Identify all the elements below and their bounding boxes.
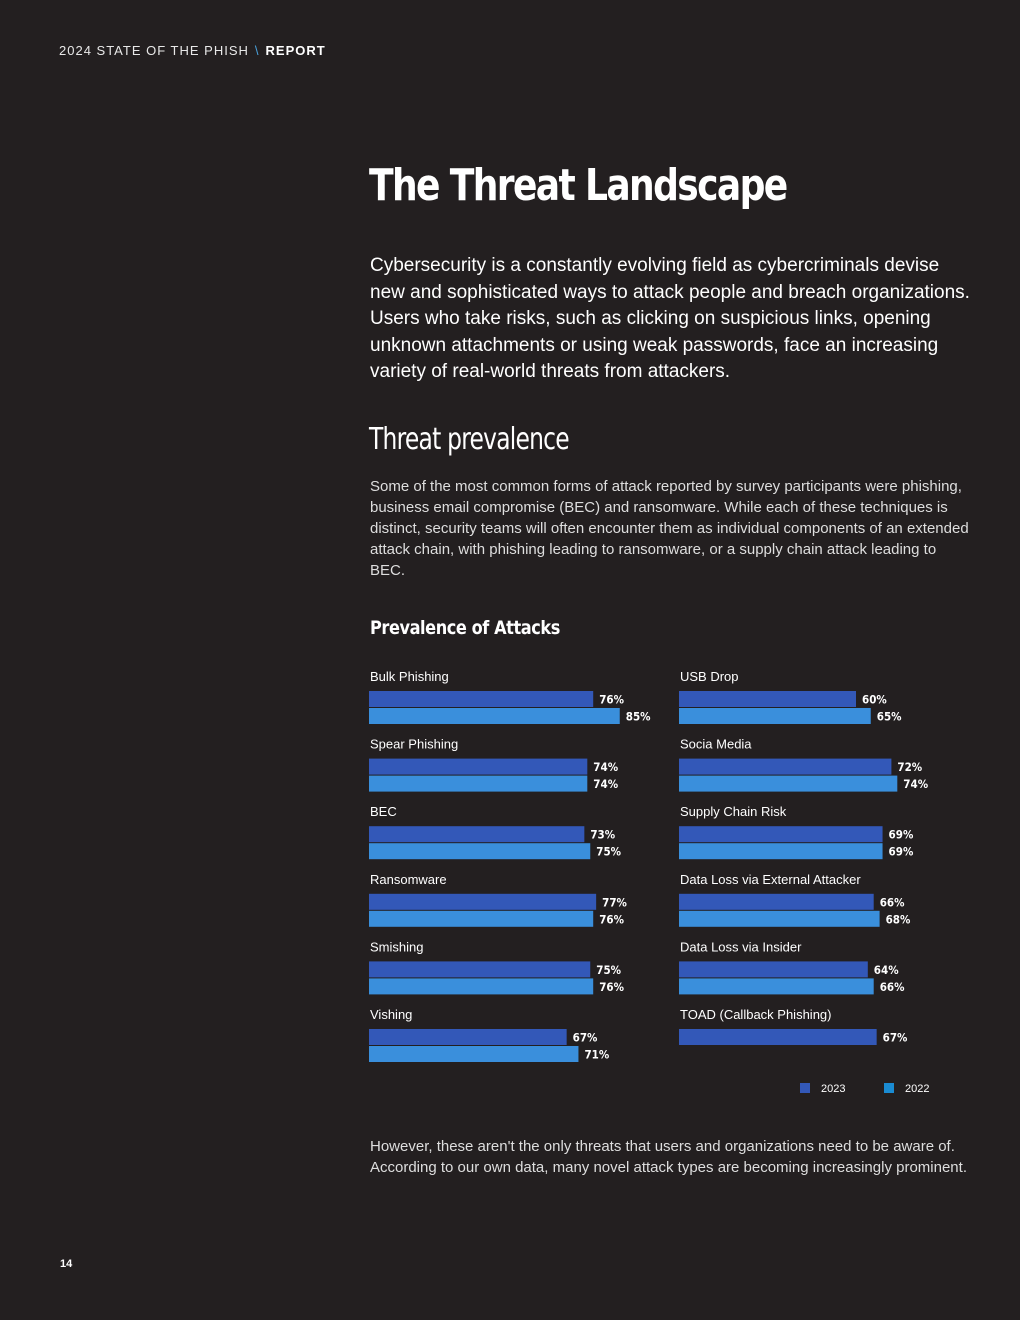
page-title: The Threat Landscape xyxy=(369,160,787,211)
category-label-toad-callback-phishing: TOAD (Callback Phishing) xyxy=(680,1007,832,1022)
bar-usb-drop-2023 xyxy=(679,691,856,707)
value-label-spear-phishing-2022: 74% xyxy=(593,777,619,792)
category-label-data-loss-via-insider: Data Loss via Insider xyxy=(680,939,802,955)
value-label-ransomware-2023: 77% xyxy=(602,895,627,910)
bar-bec-2022 xyxy=(369,843,590,859)
bar-toad-callback-phishing-2023 xyxy=(679,1029,877,1045)
value-label-data-loss-via-external-attacker-2022: 68% xyxy=(885,912,911,927)
bar-bulk-phishing-2022 xyxy=(369,708,620,724)
header-separator: \ xyxy=(254,43,260,58)
bar-ransomware-2023 xyxy=(369,894,596,910)
bar-data-loss-via-insider-2023 xyxy=(679,961,868,977)
bar-supply-chain-risk-2022 xyxy=(679,843,883,859)
category-label-spear-phishing: Spear Phishing xyxy=(370,736,459,752)
value-label-usb-drop-2022: 65% xyxy=(876,709,902,724)
value-label-ransomware-2022: 76% xyxy=(599,912,624,927)
legend-label-2023: 2023 xyxy=(821,1083,846,1095)
value-label-supply-chain-risk-2023: 69% xyxy=(888,827,914,842)
publication-name: 2024 STATE OF THE PHISH xyxy=(59,43,249,58)
bar-socia-media-2022 xyxy=(679,776,897,792)
value-label-usb-drop-2023: 60% xyxy=(862,692,887,707)
value-label-data-loss-via-insider-2023: 64% xyxy=(873,962,899,977)
intro-paragraph: Cybersecurity is a constantly evolving field as cybercriminals devise new and sophisticated ways to attack people and breach organizations. Users who take risks, such as clicking on suspicious links, opening unknown attachments or using weak passwords, face an increasing variety of real-world threats from attackers. xyxy=(370,255,970,382)
value-label-smishing-2022: 76% xyxy=(599,979,624,994)
category-label-bec: BEC xyxy=(370,804,397,820)
value-label-data-loss-via-insider-2022: 66% xyxy=(879,979,905,994)
page-number: 14 xyxy=(60,1258,73,1270)
body-paragraph-2: However, these aren't the only threats that users and organizations need to be aware of. According to our own data, many novel attack types are becoming increasingly prominent. xyxy=(370,1138,967,1176)
value-label-socia-media-2023: 72% xyxy=(897,760,923,775)
value-label-bulk-phishing-2022: 85% xyxy=(625,709,651,724)
legend-swatch-2023 xyxy=(800,1083,810,1093)
bar-data-loss-via-external-attacker-2022 xyxy=(679,911,880,927)
bar-supply-chain-risk-2023 xyxy=(679,826,883,842)
bar-ransomware-2022 xyxy=(369,911,593,927)
value-label-smishing-2023: 75% xyxy=(596,962,622,977)
bar-data-loss-via-insider-2022 xyxy=(679,978,874,994)
value-label-bec-2022: 75% xyxy=(596,844,622,859)
body-paragraph-1: Some of the most common forms of attack reported by survey participants were phishing, business email compromise (BEC) and ransomware. While each of these techniques is distinct, security teams will often encounter them as individual components of an extended attack chain, with phishing leading to ransomware, or a supply chain attack leading to BEC. xyxy=(370,478,969,579)
category-label-ransomware: Ransomware xyxy=(370,871,447,887)
value-label-vishing-2022: 71% xyxy=(584,1047,610,1062)
legend-label-2022: 2022 xyxy=(905,1083,930,1095)
bar-smishing-2023 xyxy=(369,961,590,977)
category-label-usb-drop: USB Drop xyxy=(680,669,739,684)
value-label-vishing-2023: 67% xyxy=(572,1030,598,1045)
category-label-socia-media: Socia Media xyxy=(680,736,752,752)
category-label-vishing: Vishing xyxy=(370,1007,413,1022)
value-label-bec-2023: 73% xyxy=(590,827,616,842)
bar-usb-drop-2022 xyxy=(679,708,871,724)
category-label-bulk-phishing: Bulk Phishing xyxy=(370,669,449,684)
legend-swatch-2022 xyxy=(884,1083,894,1093)
bar-spear-phishing-2022 xyxy=(369,776,587,792)
value-label-spear-phishing-2023: 74% xyxy=(593,760,619,775)
category-label-data-loss-via-external-attacker: Data Loss via External Attacker xyxy=(680,871,861,887)
bar-bulk-phishing-2023 xyxy=(369,691,593,707)
value-label-socia-media-2022: 74% xyxy=(903,777,929,792)
value-label-toad-callback-phishing-2023: 67% xyxy=(882,1030,908,1045)
bar-smishing-2022 xyxy=(369,978,593,994)
category-label-supply-chain-risk: Supply Chain Risk xyxy=(680,804,787,820)
section-subtitle: Threat prevalence xyxy=(369,422,569,457)
chart-title: Prevalence of Attacks xyxy=(370,617,560,639)
bar-vishing-2023 xyxy=(369,1029,567,1045)
value-label-bulk-phishing-2023: 76% xyxy=(599,692,624,707)
value-label-data-loss-via-external-attacker-2023: 66% xyxy=(879,895,905,910)
bar-socia-media-2023 xyxy=(679,759,891,775)
bar-spear-phishing-2023 xyxy=(369,759,587,775)
value-label-supply-chain-risk-2022: 69% xyxy=(888,844,914,859)
bar-data-loss-via-external-attacker-2023 xyxy=(679,894,874,910)
bar-vishing-2022 xyxy=(369,1046,578,1062)
section-name: REPORT xyxy=(265,43,326,58)
category-label-smishing: Smishing xyxy=(370,939,424,955)
bar-bec-2023 xyxy=(369,826,584,842)
